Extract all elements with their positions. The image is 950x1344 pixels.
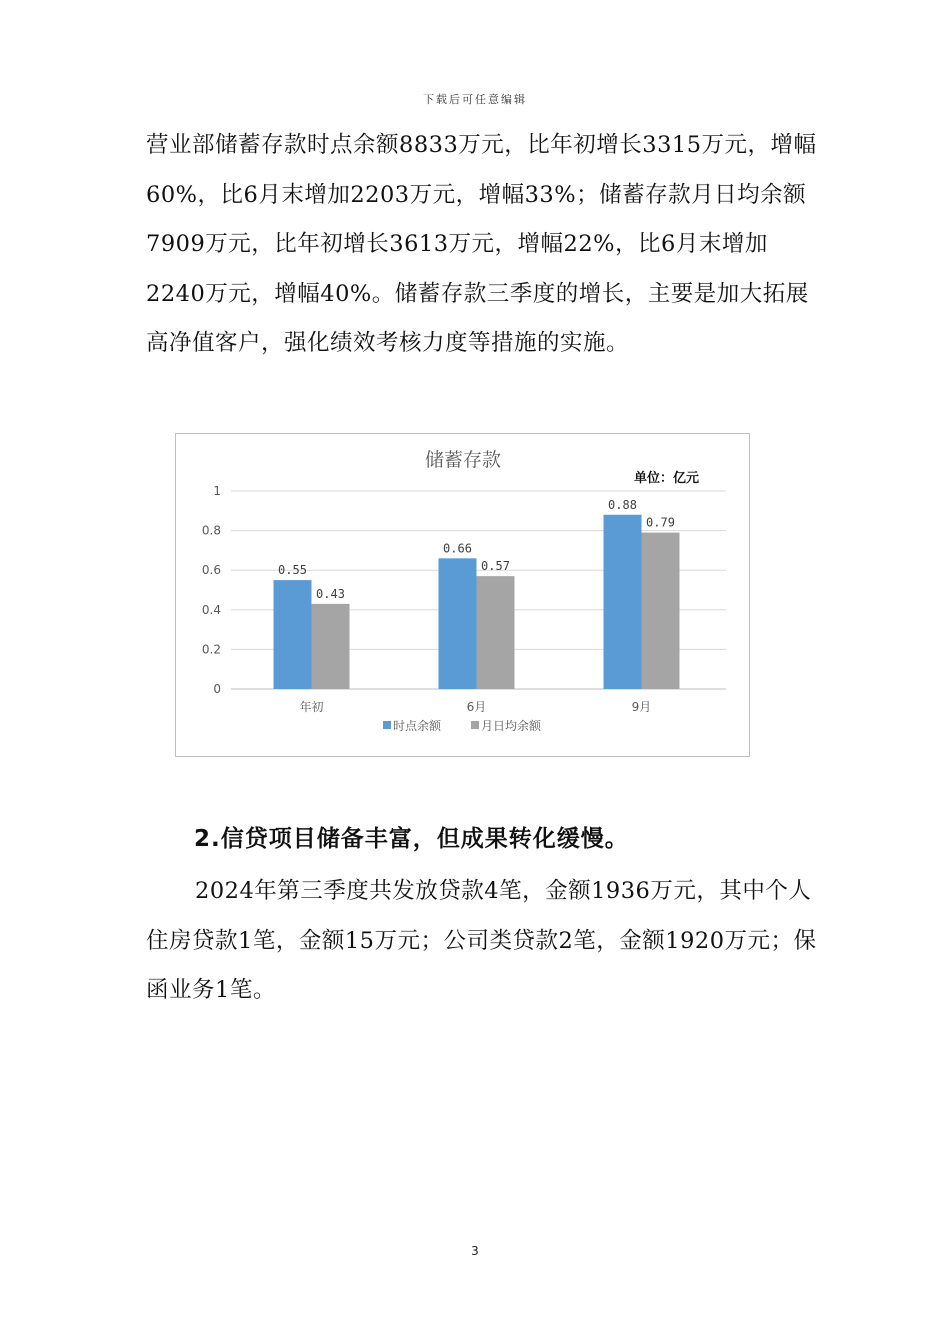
chart-legend (383, 718, 542, 733)
chart-bars (274, 515, 680, 689)
data-label: 0.43 (316, 586, 345, 601)
y-tick-label: 0.8 (201, 523, 221, 538)
x-tick-label: 6月 (466, 700, 487, 714)
chart-unit-label: 单位：亿元 (634, 471, 700, 486)
chart-y-axis (202, 484, 221, 696)
legend-swatch (383, 721, 391, 729)
y-tick-label: 0.4 (201, 602, 221, 617)
data-label: 0.55 (278, 563, 307, 578)
bar (642, 533, 680, 689)
chart-canvas (176, 434, 749, 756)
legend-entry: 时点余额 (393, 719, 442, 733)
x-tick-label: 9月 (631, 700, 652, 714)
data-label: 0.88 (608, 497, 637, 512)
section-heading: 2.信贷项目储备丰富，但成果转化缓慢。 (194, 826, 629, 852)
bar (312, 604, 350, 689)
y-tick-label: 1 (213, 484, 221, 498)
bar (604, 515, 642, 689)
x-tick-label: 年初 (299, 700, 324, 714)
bar (274, 580, 312, 689)
paragraph-deposits: 营业部储蓄存款时点余额8833万元，比年初增长3315万元，增幅60%，比6月末增加2203万元，增幅33%；储蓄存款月日均余额7909万元，比年初增长3613万元，增幅22%，比6月末增加2240万元，增幅40%。储蓄存款三季度的增长，主要是加大拓展高净值客户，强化绩效考核力度等措施的实施。 (146, 132, 817, 356)
page-number: 3 (471, 1244, 479, 1258)
bar (439, 558, 477, 689)
paragraph-loans: 2024年第三季度共发放贷款4笔，金额1936万元，其中个人住房贷款1笔，金额15万元；公司类贷款2笔，金额1920万元；保函业务1笔。 (146, 878, 817, 1003)
chart-x-axis (299, 699, 651, 714)
data-label: 0.66 (443, 541, 472, 556)
savings-deposit-chart (175, 433, 750, 757)
data-label: 0.57 (481, 559, 510, 574)
legend-entry: 月日均余额 (481, 719, 542, 733)
legend-swatch (471, 721, 479, 729)
y-tick-label: 0 (213, 682, 221, 696)
y-tick-label: 0.2 (201, 642, 221, 657)
data-label: 0.79 (646, 515, 675, 530)
page-header-note: 下载后可任意编辑 (423, 93, 527, 106)
chart-title: 储蓄存款 (424, 449, 502, 471)
bar (477, 576, 515, 689)
y-tick-label: 0.6 (201, 563, 221, 578)
